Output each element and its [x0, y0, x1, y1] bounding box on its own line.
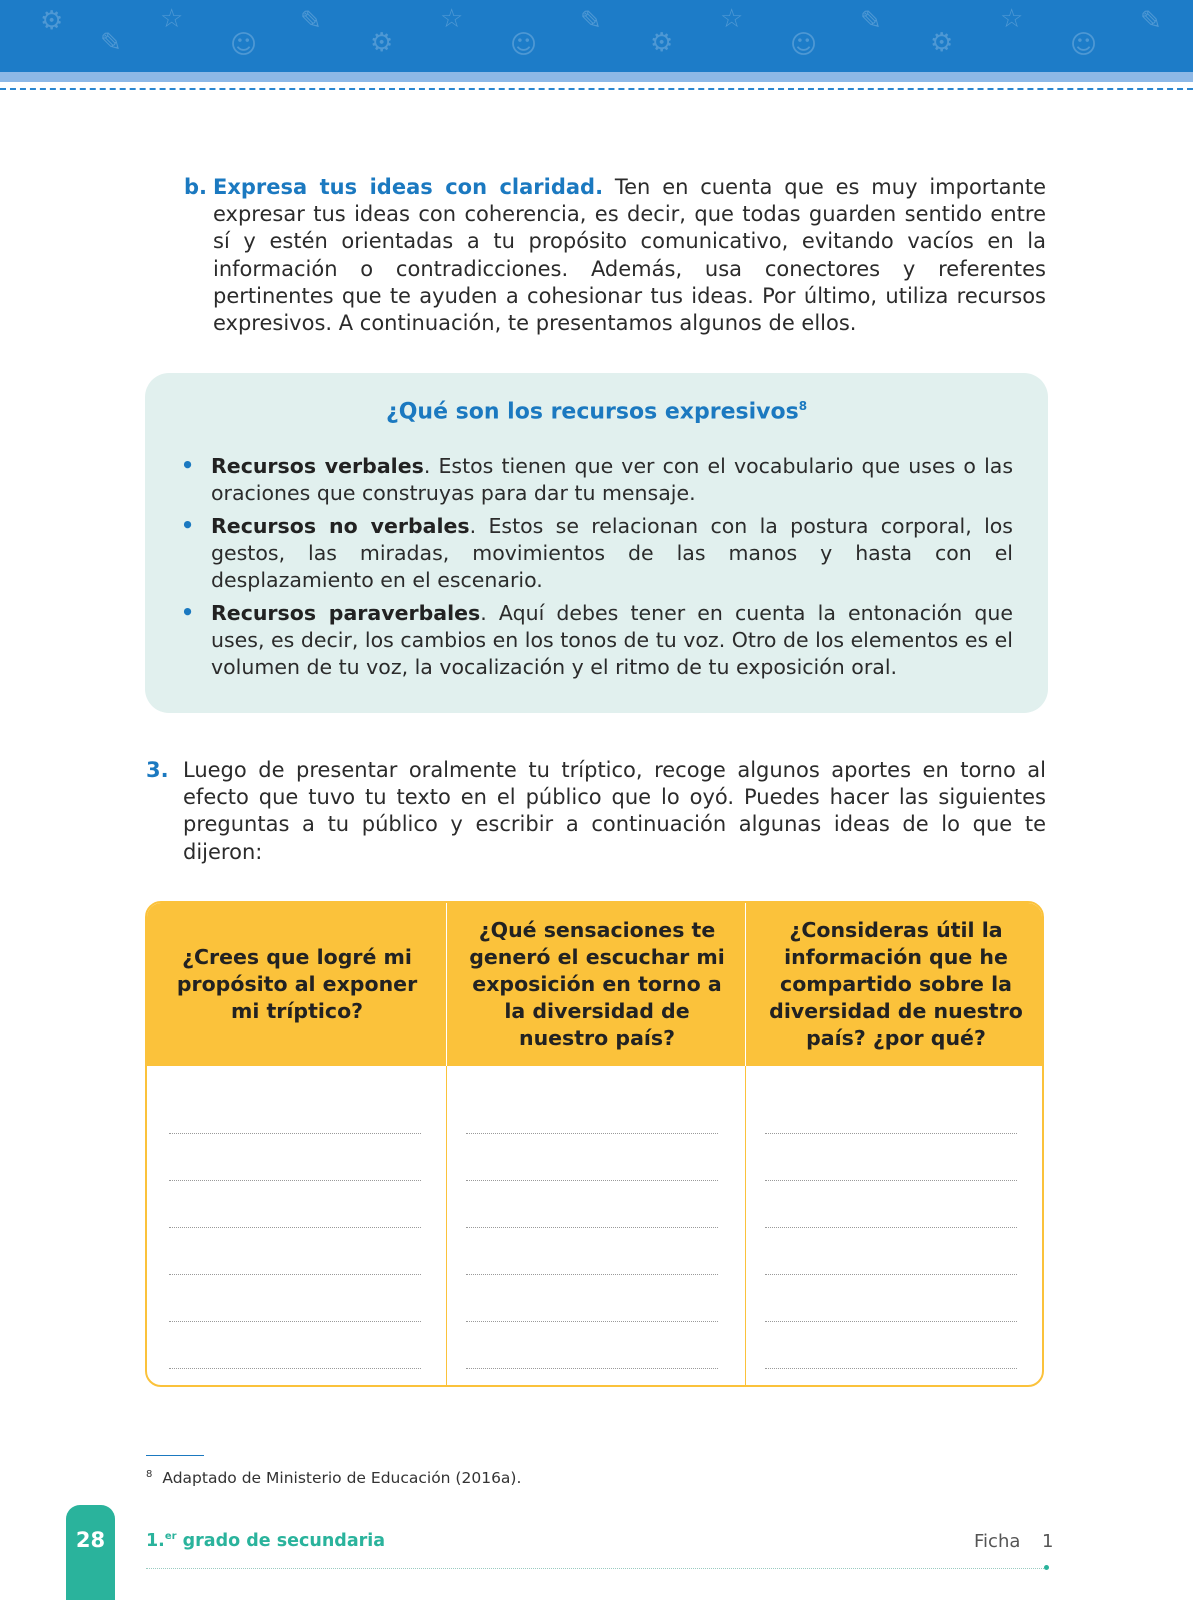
grade-superscript: er: [164, 1531, 177, 1543]
item-b-lead: Expresa tus ideas con claridad.: [213, 175, 604, 199]
star-doodle-icon: ☆: [1000, 4, 1024, 34]
star-doodle-icon: ☆: [440, 4, 464, 34]
grade-label: [146, 1531, 385, 1551]
answer-line[interactable]: [466, 1227, 718, 1228]
column-divider: [745, 1066, 746, 1385]
answer-line[interactable]: [765, 1321, 1017, 1322]
box-title: [145, 399, 1048, 424]
answer-line[interactable]: [466, 1368, 718, 1369]
list-item: [181, 513, 1013, 594]
table-column: [446, 903, 747, 1385]
footer-dotted-rule: [146, 1568, 1046, 1569]
answer-line[interactable]: [169, 1274, 421, 1275]
ficha-number: 1: [1042, 1531, 1054, 1552]
list-item: [181, 600, 1013, 681]
item-3-paragraph: [146, 757, 1046, 866]
ficha-label: Ficha: [974, 1531, 1021, 1552]
bullet-icon: •: [181, 513, 195, 537]
item-b-paragraph: [184, 174, 1046, 337]
pencil-doodle-icon: ✎: [1140, 6, 1162, 36]
answer-line[interactable]: [466, 1321, 718, 1322]
footer-dot: [1044, 1565, 1049, 1570]
column-header: ¿Crees que logré mi propósito al exponer mi tríptico?: [176, 945, 418, 1023]
star-doodle-icon: ☆: [720, 4, 744, 34]
answer-line[interactable]: [765, 1227, 1017, 1228]
gear-doodle-icon: ⚙: [650, 28, 674, 58]
item-b-text: Ten en cuenta que es muy importante expresar tus ideas con coherencia, es decir, que todas guarden sentido entre sí y estén orientadas a tu propósito comunicativo, evitando vacíos en la información o contradicciones. Además, usa conectores y referentes pertinentes que te ayuden a cohesionar tus ideas. Por último, utiliza recursos expresivos. A continuación, te presentamos algunos de ellos.: [213, 175, 1046, 336]
pencil-doodle-icon: ✎: [580, 6, 602, 36]
item-b-label: b.: [184, 175, 208, 199]
answer-line[interactable]: [466, 1180, 718, 1181]
resource-term: Recursos no verbales: [211, 514, 470, 538]
page-number: 28: [75, 1528, 106, 1552]
answer-line[interactable]: [466, 1133, 718, 1134]
header-dashed-rule: [0, 88, 1193, 90]
answer-line[interactable]: [765, 1180, 1017, 1181]
answer-line[interactable]: [169, 1321, 421, 1322]
grade-text: grado de secundaria: [176, 1531, 386, 1551]
page-number-tab: [66, 1505, 115, 1600]
column-divider: [446, 1066, 447, 1385]
resource-description: . Aquí debes tener en cuenta la entonación que uses, es decir, los cambios en los tonos de tu voz. Otro de los elementos es el volumen de tu voz, la vocalización y el ritmo de tu exposición oral.: [211, 601, 1013, 679]
item-3-number: 3.: [146, 758, 169, 782]
answer-line[interactable]: [765, 1274, 1017, 1275]
box-title-text: ¿Qué son los recursos expresivos: [385, 399, 799, 425]
answer-line[interactable]: [169, 1368, 421, 1369]
gear-doodle-icon: ⚙: [370, 28, 394, 58]
footnote-text: Adaptado de Ministerio de Educación (2016a).: [162, 1469, 522, 1488]
resource-term: Recursos paraverbales: [211, 601, 481, 625]
box-title-footnote-ref: 8: [798, 399, 808, 413]
answer-line[interactable]: [169, 1227, 421, 1228]
answer-line[interactable]: [169, 1180, 421, 1181]
pencil-doodle-icon: ✎: [860, 6, 882, 36]
smiley-doodle-icon: ☺: [230, 30, 258, 60]
resource-description: . Estos se relacionan con la postura corporal, los gestos, las miradas, movimientos de las manos y hasta con el desplazamiento en el escenario.: [211, 514, 1013, 592]
list-item: [181, 453, 1013, 507]
resource-term: Recursos verbales: [211, 454, 424, 478]
resource-list: [181, 453, 1013, 687]
resource-description: . Estos tienen que ver con el vocabulario que uses o las oraciones que construyas para dar tu mensaje.: [211, 454, 1014, 505]
pencil-doodle-icon: ✎: [100, 28, 122, 58]
table-column: [147, 903, 447, 1385]
footnote: [146, 1469, 521, 1487]
footnote-rule: [146, 1455, 204, 1456]
header-banner-strip: [0, 72, 1193, 82]
feedback-table: [145, 901, 1044, 1387]
footnote-number: 8: [146, 1469, 153, 1480]
header-banner: [0, 0, 1193, 72]
gear-doodle-icon: ⚙: [40, 6, 64, 36]
smiley-doodle-icon: ☺: [510, 30, 538, 60]
answer-line[interactable]: [466, 1274, 718, 1275]
item-3-text: Luego de presentar oralmente tu tríptico, recoge algunos aportes en torno al efecto que tuvo tu texto en el público que lo oyó. Puedes hacer las siguientes preguntas a tu público y escribir a continuación algunas ideas de lo que te dijeron:: [183, 758, 1046, 864]
bullet-icon: •: [181, 453, 195, 477]
smiley-doodle-icon: ☺: [790, 30, 818, 60]
answer-line[interactable]: [765, 1133, 1017, 1134]
star-doodle-icon: ☆: [160, 4, 184, 34]
table-column: [745, 903, 1044, 1385]
grade-prefix: 1.: [146, 1531, 165, 1551]
answer-line[interactable]: [765, 1368, 1017, 1369]
bullet-icon: •: [181, 600, 195, 624]
expressive-resources-box: [145, 373, 1048, 713]
gear-doodle-icon: ⚙: [930, 28, 954, 58]
smiley-doodle-icon: ☺: [1070, 30, 1098, 60]
column-header: ¿Qué sensaciones te generó el escuchar mi exposición en torno a la diversidad de nuestro país?: [469, 918, 725, 1050]
answer-line[interactable]: [169, 1133, 421, 1134]
pencil-doodle-icon: ✎: [300, 6, 322, 36]
column-header: ¿Consideras útil la información que he compartido sobre la diversidad de nuestro país? ¿por qué?: [769, 918, 1023, 1050]
